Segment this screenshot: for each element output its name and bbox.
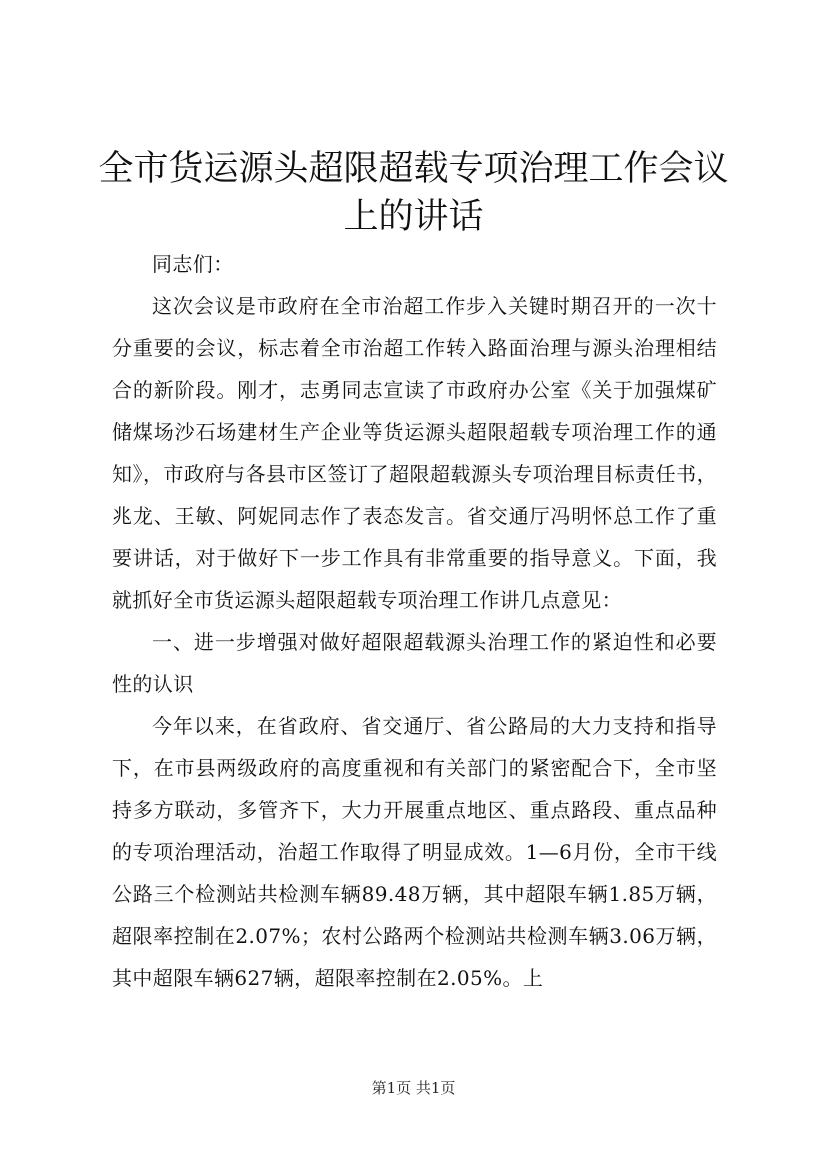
page-footer: 第1页 共1页 xyxy=(371,1079,456,1097)
body-paragraph: 今年以来，在省政府、省交通厅、省公路局的大力支持和指导下，在市县两级政府的高度重视和有关部门的紧密配合下，全市坚持多方联动，多管齐下，大力开展重点地区、重点路段、重点品种的专项治理活动，治超工作取得了明显成效。1—6月份，全市干线公路三个检测站共检测车辆89.48万辆，其中超限车辆1.85万辆，超限率控制在2.07%；农村公路两个检测站共检测车辆3.06万辆，其中超限车辆627辆，超限率控制在2.05%。上 xyxy=(112,714,717,990)
section-heading: 一、进一步增强对做好超限超载源头治理工作的紧迫性和必要性的认识 xyxy=(112,630,717,696)
intro-paragraph: 这次会议是市政府在全市治超工作步入关键时期召开的一次十分重要的会议，标志着全市治超工作转入路面治理与源头治理相结合的新阶段。刚才，志勇同志宣读了市政府办公室《关于加强煤矿储煤场沙石场建材生产企业等货运源头超限超载专项治理工作的通知》，市政府与各县市区签订了超限超载源头专项治理目标责任书，兆龙、王敏、阿妮同志作了表态发言。省交通厅冯明怀总工作了重要讲话，对于做好下一步工作具有非常重要的指导意义。下面，我就抓好全市货运源头超限超载专项治理工作讲几点意见： xyxy=(112,294,717,612)
document-title: 全市货运源头超限超载专项治理工作会议上的讲话 xyxy=(98,149,729,237)
document-body xyxy=(112,243,717,999)
greeting-paragraph: 同志们： xyxy=(152,252,234,276)
